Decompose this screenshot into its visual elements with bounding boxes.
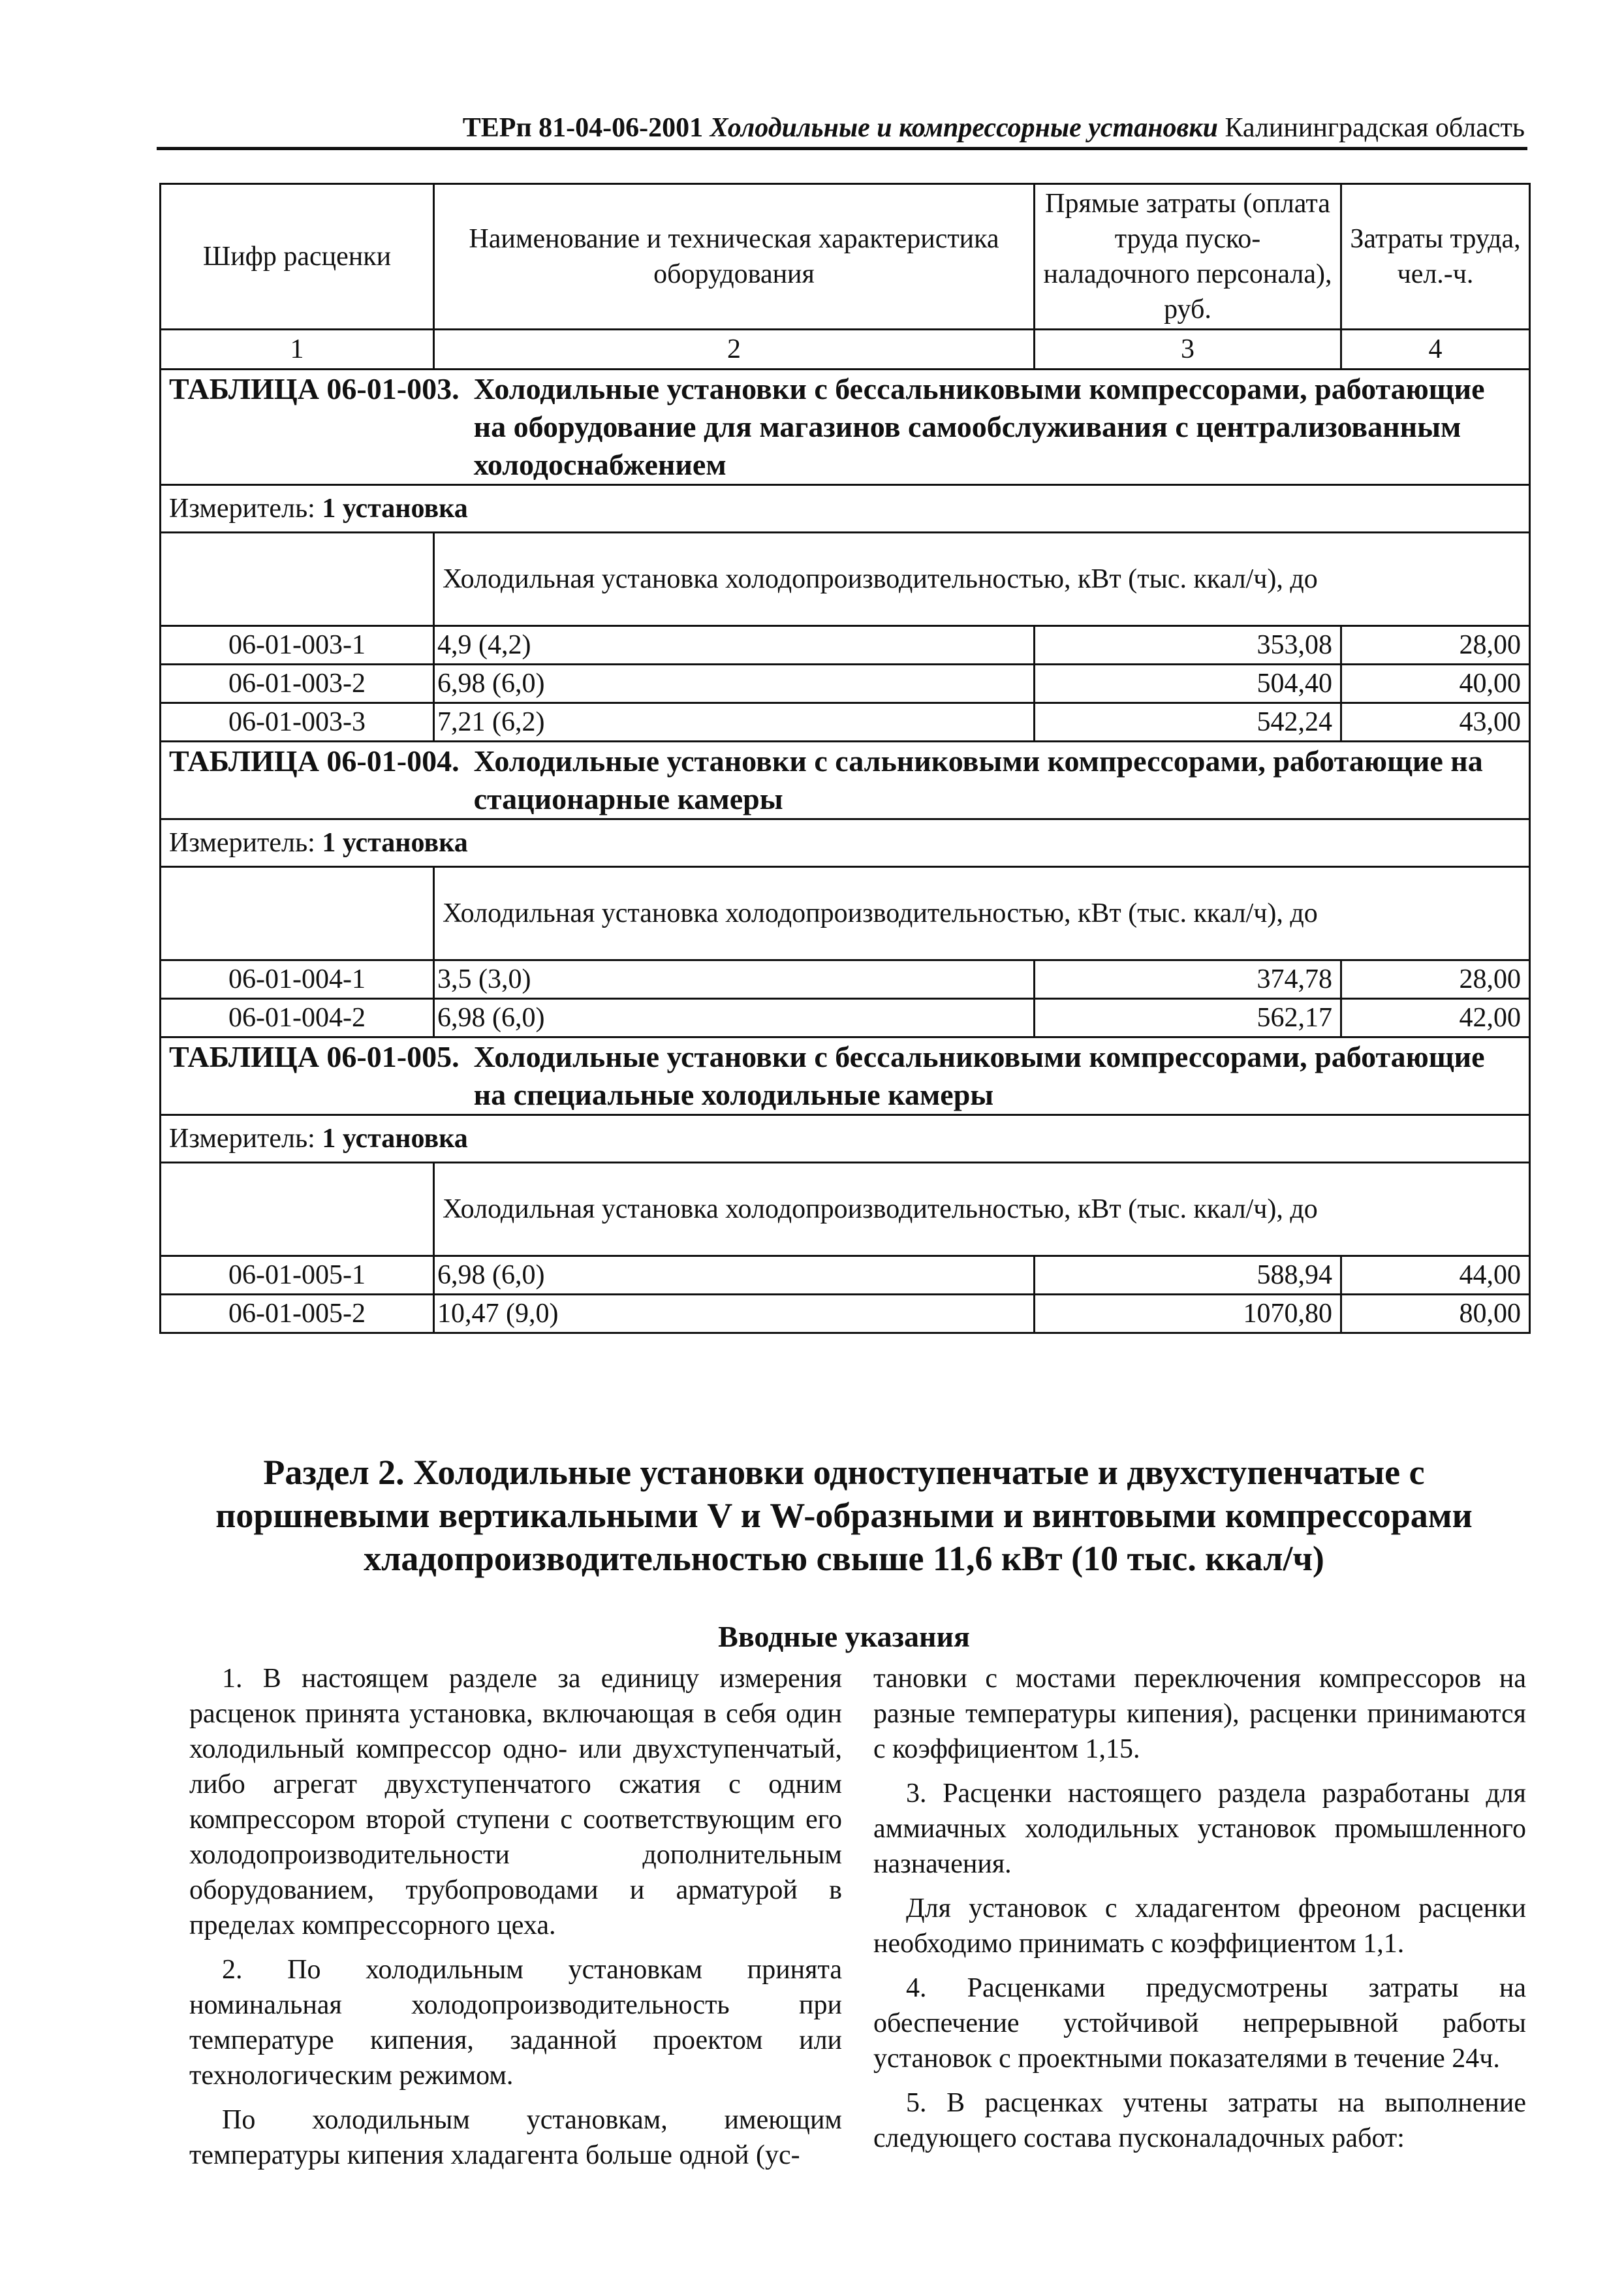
- header-line: [463, 112, 1525, 144]
- rate-cost: 542,24: [1035, 703, 1341, 742]
- subtable-title-row: [161, 370, 1530, 485]
- rate-capacity: 6,98 (6,0): [434, 999, 1035, 1037]
- subtable-title: Холодильные установки с бессальниковыми компрессорами, работающие на оборудование для магазинов самообслуживания с централизованным холодоснабжением: [473, 372, 1485, 481]
- group-description: Холодильная установка холодопроизводительностью, кВт (тыс. ккал/ч), до: [434, 533, 1530, 626]
- rate-code: 06-01-005-1: [161, 1256, 434, 1295]
- meter-label: Измеритель:: [169, 494, 315, 524]
- intro-left-column: [189, 1661, 842, 2182]
- subtable-label: ТАБЛИЦА 06-01-003.: [169, 372, 460, 405]
- meter-label: Измеритель:: [169, 828, 315, 858]
- rate-labor: 44,00: [1341, 1256, 1530, 1295]
- subtable-title-row: [161, 742, 1530, 819]
- meter-value: 1 установка: [322, 494, 468, 524]
- table-row: [161, 1256, 1530, 1295]
- rate-cost: 1070,80: [1035, 1295, 1341, 1333]
- intro-paragraph-continuation: тановки с мостами переключения компрессоров на разные температуры кипения), расценки принимаются с коэффициентом 1,15.: [873, 1664, 1526, 1764]
- rate-labor: 40,00: [1341, 665, 1530, 703]
- rate-labor: 80,00: [1341, 1295, 1530, 1333]
- rate-capacity: 4,9 (4,2): [434, 626, 1035, 665]
- table-header-row: [161, 184, 1530, 330]
- meter-value: 1 установка: [322, 828, 468, 858]
- column-number: 2: [434, 330, 1035, 370]
- subtable-title-row: [161, 1037, 1530, 1115]
- rate-cost: 374,78: [1035, 960, 1341, 999]
- intro-paragraph: 3. Расценки настоящего раздела разработаны для аммиачных холодильных установок промышленного назначения.: [873, 1779, 1526, 1879]
- section-title: Раздел 2. Холодильные установки одноступенчатые и двухступенчатые с поршневыми вертикальными V и W-образными и винтовыми компрессорами хладопроизводительностью свыше 11,6 кВт (10 тыс. ккал/ч): [215, 1453, 1473, 1578]
- group-row: [161, 533, 1530, 626]
- rates-table: [159, 183, 1531, 1334]
- group-row: [161, 1163, 1530, 1256]
- group-description: Холодильная установка холодопроизводительностью, кВт (тыс. ккал/ч), до: [434, 1163, 1530, 1256]
- meter-value: 1 установка: [322, 1124, 468, 1154]
- column-number-row: [161, 330, 1530, 370]
- rate-labor: 42,00: [1341, 999, 1530, 1037]
- meter-row: [161, 485, 1530, 533]
- document-code: ТЕРп 81-04-06-2001: [462, 113, 704, 143]
- meter-row: [161, 1115, 1530, 1163]
- page-header: [157, 110, 1527, 150]
- rate-code: 06-01-003-2: [161, 665, 434, 703]
- subtable-label: ТАБЛИЦА 06-01-004.: [169, 744, 460, 778]
- table-row: [161, 665, 1530, 703]
- intro-paragraph: 2. По холодильным установкам принята номинальная холодопроизводительность при температуре кипения, заданной проектом или технологическим режимом.: [189, 1955, 842, 2091]
- rate-cost: 588,94: [1035, 1256, 1341, 1295]
- rate-capacity: 6,98 (6,0): [434, 665, 1035, 703]
- rate-code: 06-01-005-2: [161, 1295, 434, 1333]
- group-description: Холодильная установка холодопроизводительностью, кВт (тыс. ккал/ч), до: [434, 867, 1530, 960]
- rate-cost: 353,08: [1035, 626, 1341, 665]
- intro-paragraph: 5. В расценках учтены затраты на выполнение следующего состава пусконаладочных работ:: [873, 2088, 1526, 2153]
- rate-labor: 28,00: [1341, 626, 1530, 665]
- table-row: [161, 999, 1530, 1037]
- meter-row: [161, 819, 1530, 867]
- column-number: 4: [1341, 330, 1530, 370]
- subtable-label: ТАБЛИЦА 06-01-005.: [169, 1040, 460, 1073]
- rate-labor: 28,00: [1341, 960, 1530, 999]
- header-code: Шифр расценки: [161, 184, 434, 330]
- rate-code: 06-01-003-3: [161, 703, 434, 742]
- rate-labor: 43,00: [1341, 703, 1530, 742]
- intro-paragraph: Для установок с хладагентом фреоном расценки необходимо принимать с коэффициентом 1,1.: [873, 1893, 1526, 1959]
- rate-code: 06-01-003-1: [161, 626, 434, 665]
- subtable-title: Холодильные установки с бессальниковыми компрессорами, работающие на специальные холодильные камеры: [473, 1040, 1485, 1111]
- intro-paragraph: 1. В настоящем разделе за единицу измерения расценок принята установка, включающая в себя один холодильный компрессор одно- или двухступенчатый, либо агрегат двухступенчатого сжатия с одним компрессором второй ступени с соответствующим его холодопроизводительности дополнительным оборудованием, трубопроводами и арматурой в пределах компрессорного цеха.: [189, 1664, 842, 1940]
- column-number: 3: [1035, 330, 1341, 370]
- intro-paragraph: По холодильным установкам, имеющим температуры кипения хладагента больше одной (ус-: [189, 2105, 842, 2170]
- subtable-title: Холодильные установки с сальниковыми компрессорами, работающие на стационарные камеры: [473, 744, 1483, 815]
- rate-capacity: 7,21 (6,2): [434, 703, 1035, 742]
- rate-capacity: 3,5 (3,0): [434, 960, 1035, 999]
- rate-cost: 504,40: [1035, 665, 1341, 703]
- header-labor: Затраты труда, чел.-ч.: [1341, 184, 1530, 330]
- rate-cost: 562,17: [1035, 999, 1341, 1037]
- meter-label: Измеритель:: [169, 1124, 315, 1154]
- group-row: [161, 867, 1530, 960]
- intro-paragraph: 4. Расценками предусмотрены затраты на обеспечение устойчивой непрерывной работы установок с проектными показателями в течение 24ч.: [873, 1973, 1526, 2074]
- rate-capacity: 6,98 (6,0): [434, 1256, 1035, 1295]
- table-row: [161, 626, 1530, 665]
- column-number: 1: [161, 330, 434, 370]
- table-row: [161, 703, 1530, 742]
- table-row: [161, 1295, 1530, 1333]
- intro-title: Вводные указания: [718, 1620, 970, 1653]
- intro-right-column: [873, 1661, 1526, 2165]
- rate-code: 06-01-004-2: [161, 999, 434, 1037]
- document-title: Холодильные и компрессорные установки: [710, 113, 1218, 143]
- header-name: Наименование и техническая характеристика оборудования: [434, 184, 1035, 330]
- rate-capacity: 10,47 (9,0): [434, 1295, 1035, 1333]
- header-cost: Прямые затраты (оплата труда пуско-наладочного персонала), руб.: [1035, 184, 1341, 330]
- table-row: [161, 960, 1530, 999]
- rate-code: 06-01-004-1: [161, 960, 434, 999]
- document-region: Калининградская область: [1225, 113, 1525, 143]
